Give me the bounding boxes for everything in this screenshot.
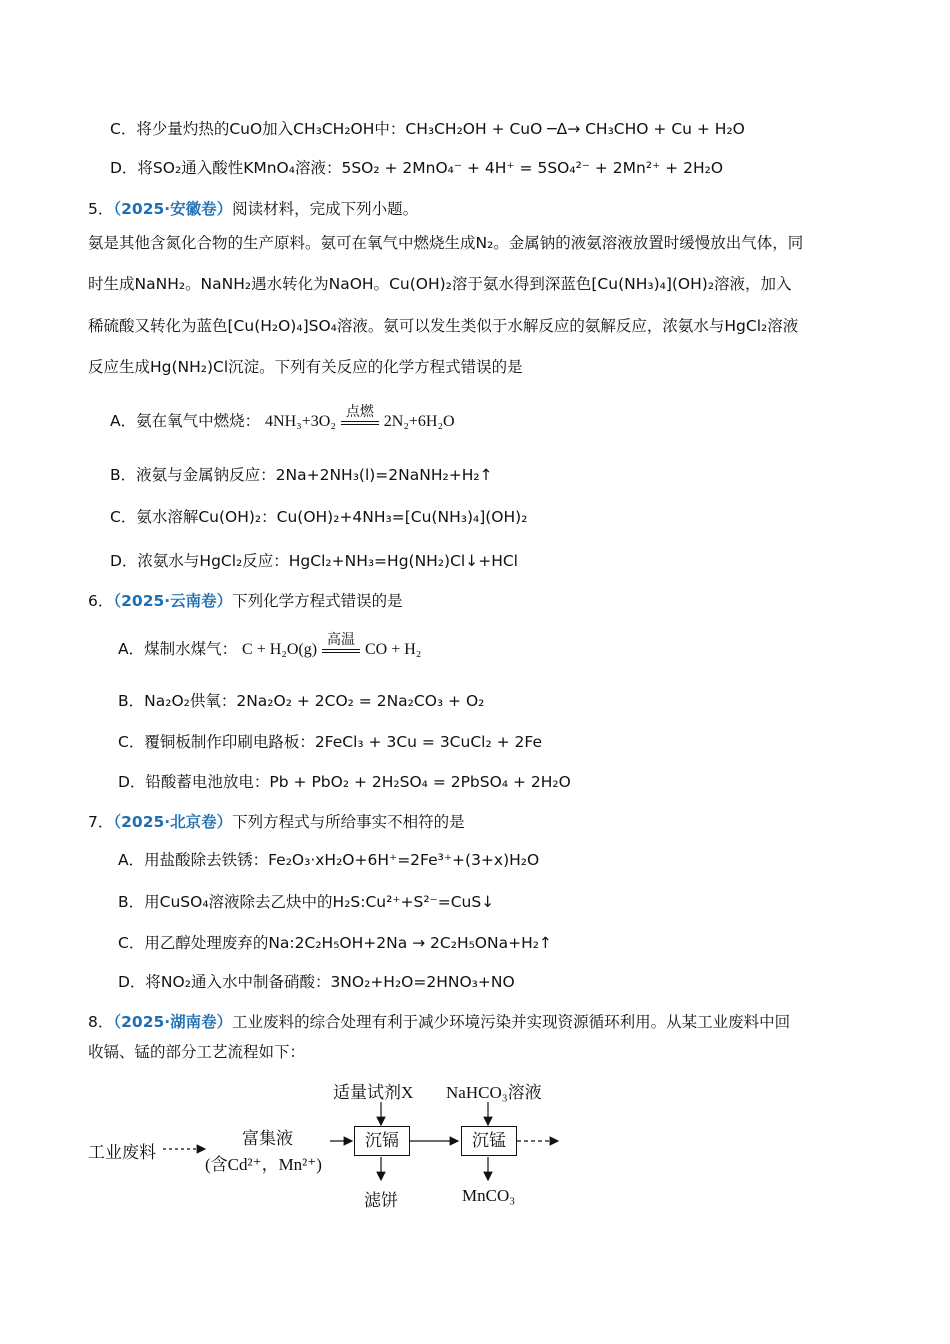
flow-mnco3: MnCO₃ [462,1186,516,1205]
flow-enriched-ions: (含Cd²⁺，Mn²⁺) [205,1155,322,1174]
q5-option-d: D．浓氨水与HgCl₂反应：HgCl₂+NH₃=Hg(NH₂)Cl↓+HCl [110,552,518,570]
q8-number: 8． [88,1013,114,1031]
flow-filter-cake: 滤饼 [364,1191,398,1210]
q6-option-a-label: A．煤制水煤气： [118,640,238,658]
q7-source: （2025·北京卷） [113,813,233,831]
q5-option-a-products: 2N₂+6H₂O [383,413,455,430]
q8-source: （2025·湖南卷） [113,1013,233,1031]
q5-source: （2025·安徽卷） [113,200,233,218]
flow-reagent-nahco3: NaHCO₃溶液 [446,1083,542,1102]
q7-option-d: D．将NO₂通入水中制备硝酸：3NO₂+H₂O=2HNO₃+NO [118,973,515,991]
q5-option-b: B．液氨与金属钠反应：2Na+2NH₃(l)=2NaNH₂+H₂↑ [110,466,493,484]
flow-enriched-label: 富集液 [242,1129,293,1148]
q5-intro: 阅读材料，完成下列小题。 [232,200,419,218]
q6-option-c: C．覆铜板制作印刷电路板：2FeCl₃ + 3Cu = 3CuCl₂ + 2Fe [118,733,542,751]
q7-stem: 下列方程式与所给事实不相符的是 [232,813,465,831]
flow-box-cadmium-precipitation: 沉镉 [354,1126,410,1156]
q6-source: （2025·云南卷） [113,592,233,610]
q5-option-a-label: A．氨在氧气中燃烧： [110,412,261,430]
q7-number: 7． [88,813,114,831]
q6-option-d: D．铅酸蓄电池放电：Pb + PbO₂ + 2H₂SO₄ = 2PbSO₄ + 2H₂O [118,773,571,791]
q5-paragraph-line-4: 反应生成Hg(NH₂)Cl沉淀。下列有关反应的化学方程式错误的是 [88,358,523,376]
q5-number: 5． [88,200,114,218]
q5-paragraph-line-1: 氨是其他含氮化合物的生产原料。氨可在氧气中燃烧生成N₂。金属钠的液氨溶液放置时缓慢放出气体，同 [88,234,804,252]
q5-option-a-condition: 点燃 [345,404,374,420]
q6-stem: 下列化学方程式错误的是 [232,592,403,610]
q5-paragraph-line-3: 稀硫酸又转化为蓝色[Cu(H₂O)₄]SO₄溶液。氨可以发生类似于水解反应的氨解反应，浓氨水与HgCl₂溶液 [88,317,799,335]
q5-option-c: C．氨水溶解Cu(OH)₂：Cu(OH)₂+4NH₃=[Cu(NH₃)₄](OH)₂ [110,508,528,526]
q8-stem-line-1: 工业废料的综合处理有利于减少环境污染并实现资源循环利用。从某工业废料中回 [232,1013,791,1031]
q6-option-a-reactants: C + H₂O(g) [242,641,318,658]
q6-option-a-condition: 高温 [327,632,356,648]
flow-feed-label: 工业废料 [88,1143,156,1162]
q6-number: 6． [88,592,114,610]
q5-option-a-reactants: 4NH₃+3O₂ [265,413,336,430]
q7-option-c: C．用乙醇处理废弃的Na:2C₂H₅OH+2Na → 2C₂H₅ONa+H₂↑ [118,934,552,952]
q7-option-b: B．用CuSO₄溶液除去乙炔中的H₂S:Cu²⁺+S²⁻=CuS↓ [118,893,495,911]
flow-reagent-x: 适量试剂X [333,1083,414,1102]
flow-box-manganese-precipitation: 沉锰 [461,1126,517,1156]
q4-option-d: D．将SO₂通入酸性KMnO₄溶液：5SO₂ + 2MnO₄⁻ + 4H⁺ = 5SO₄²⁻ + 2Mn²⁺ + 2H₂O [110,159,724,177]
q5-paragraph-line-2: 时生成NaNH₂。NaNH₂遇水转化为NaOH。Cu(OH)₂溶于氨水得到深蓝色[Cu(NH₃)₄](OH)₂溶液，加入 [88,275,792,293]
q7-option-a: A．用盐酸除去铁锈：Fe₂O₃·xH₂O+6H⁺=2Fe³⁺+(3+x)H₂O [118,851,540,869]
q4-option-c: C．将少量灼热的CuO加入CH₃CH₂OH中：CH₃CH₂OH + CuO ─Δ→ CH₃CHO + Cu + H₂O [110,120,745,138]
q6-option-a-products: CO + H₂ [364,641,422,658]
q8-stem-line-2: 收镉、锰的部分工艺流程如下： [88,1043,306,1061]
q6-option-b: B．Na₂O₂供氧：2Na₂O₂ + 2CO₂ = 2Na₂CO₃ + O₂ [118,692,485,710]
